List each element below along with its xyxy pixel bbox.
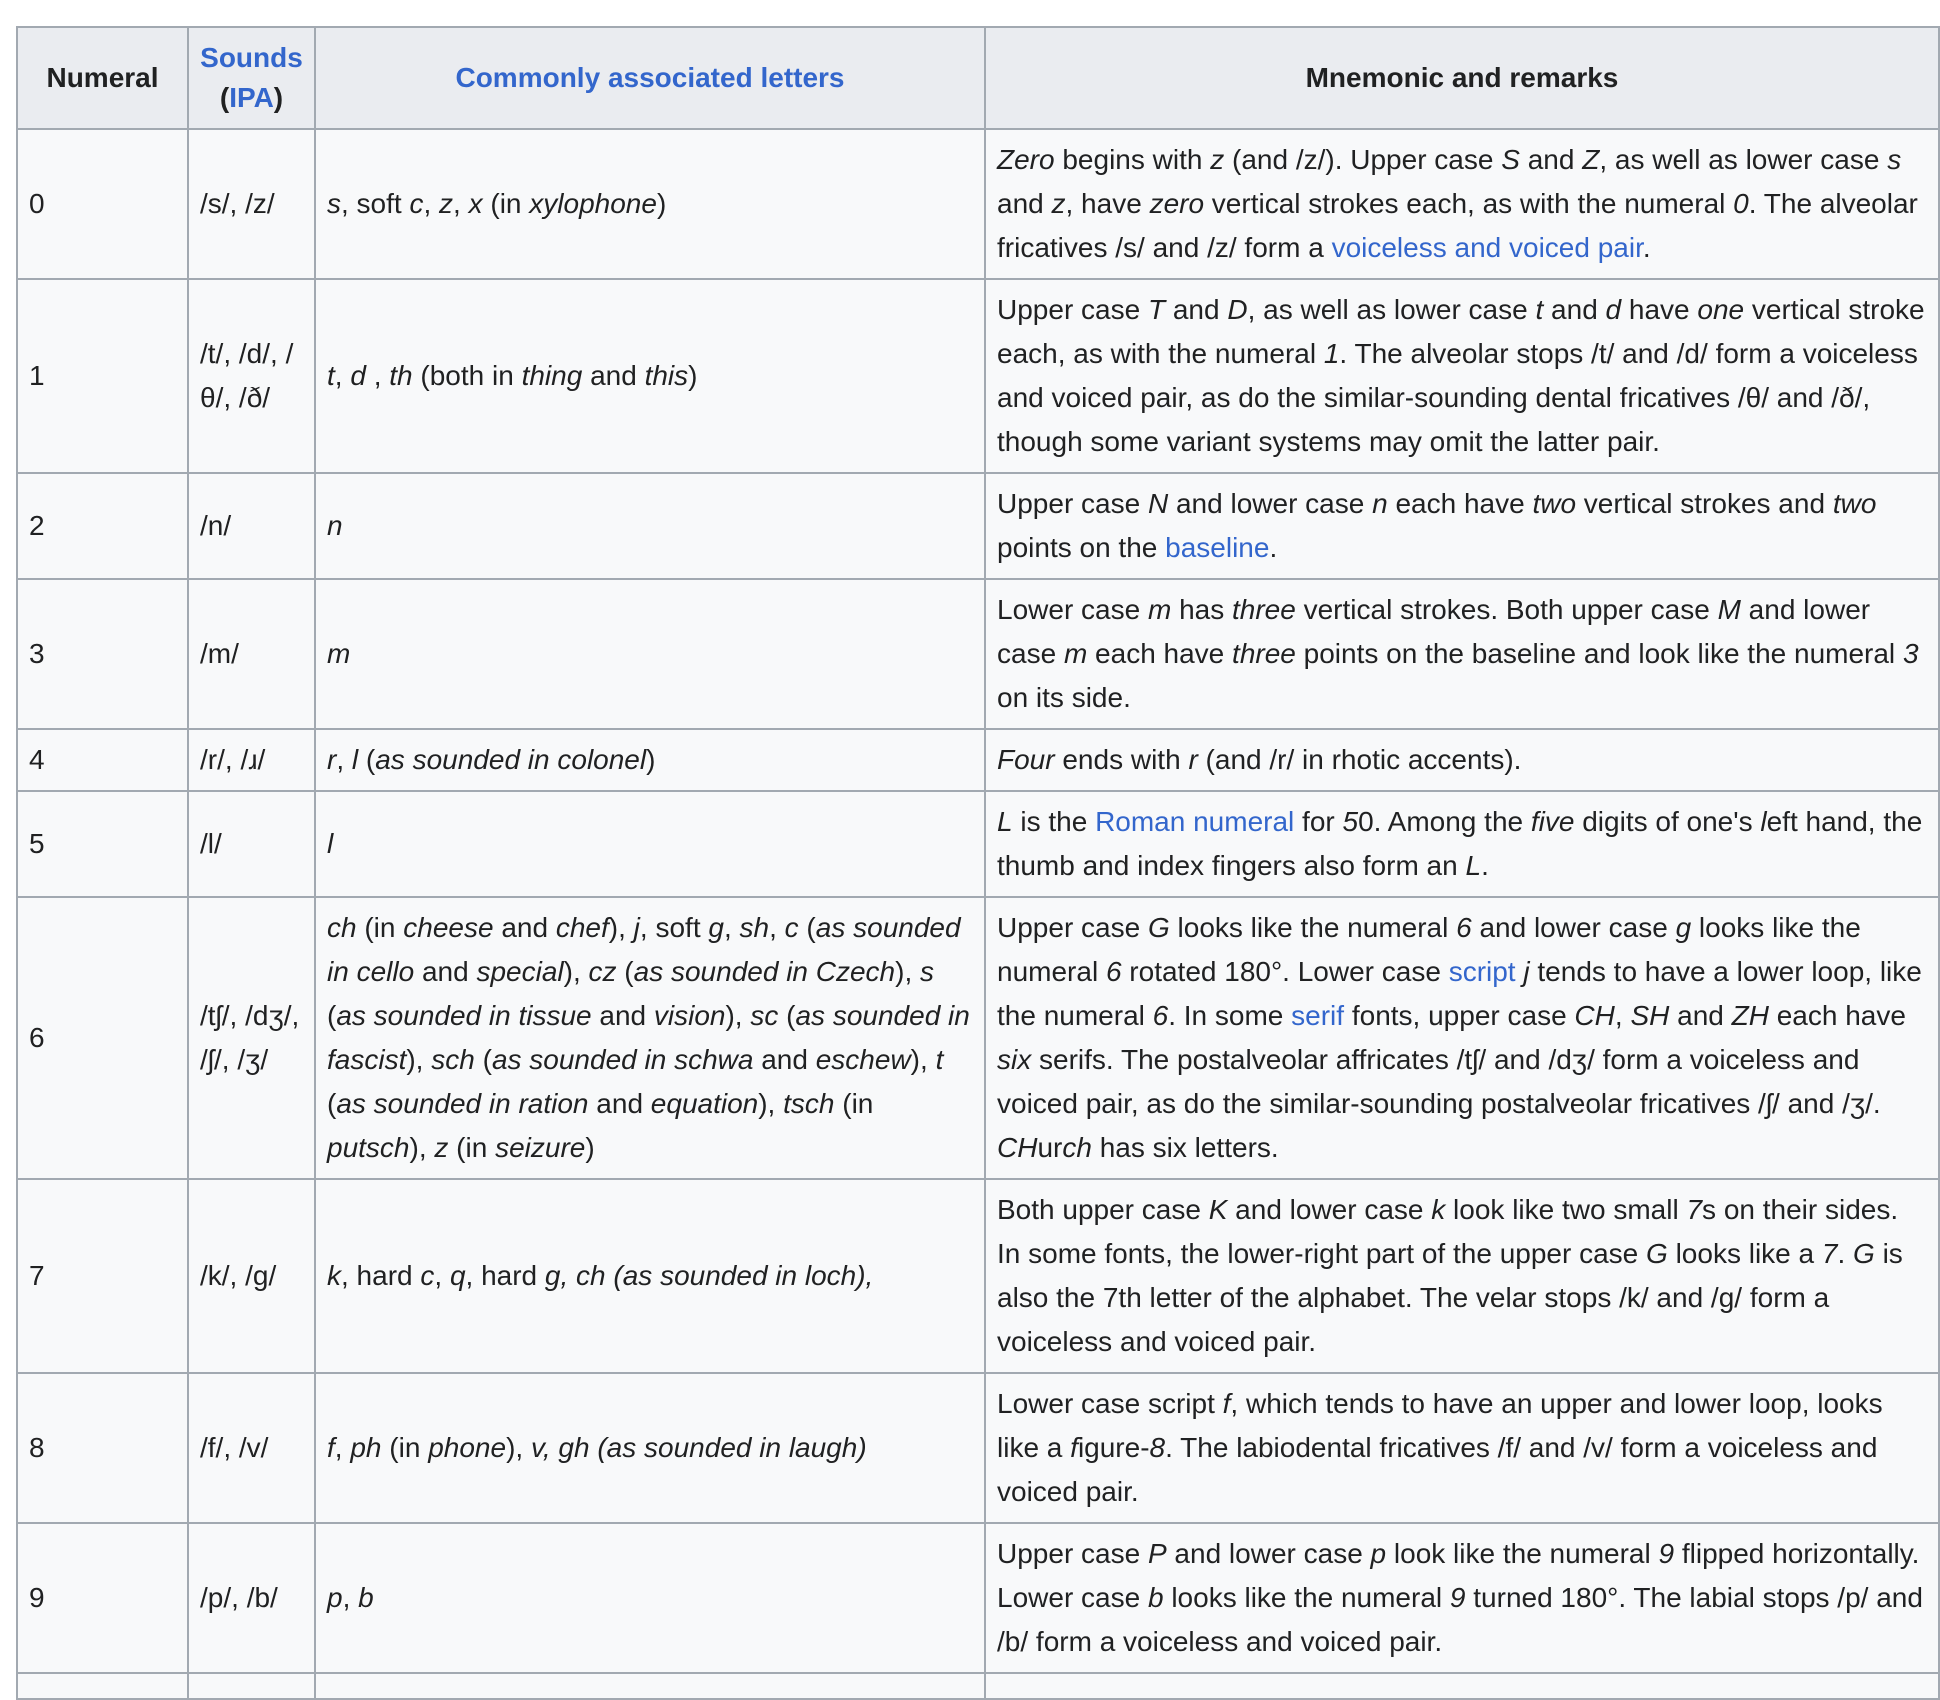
truncated-cell xyxy=(188,1673,315,1699)
numeral-cell: 3 xyxy=(17,579,188,729)
sounds-cell: /tʃ/, /dʒ/, /ʃ/, /ʒ/ xyxy=(188,897,315,1179)
table-row xyxy=(17,129,1939,279)
remarks-cell: Both upper case K and lower case k look like two small 7s on their sides. In some fonts, the lower-right part of the upper case G looks like a 7. G is also the 7th letter of the alphabet. The velar stops /k/ and /g/ form a voiceless and voiced pair. xyxy=(985,1179,1939,1373)
remarks-cell: Lower case m has three vertical strokes. Both upper case M and lower case m each have three points on the baseline and look like the numeral 3 on its side. xyxy=(985,579,1939,729)
table-row xyxy=(17,1373,1939,1523)
letters-cell: ch (in cheese and chef), j, soft g, sh, c (as sounded in cello and special), cz (as sounded in Czech), s (as sounded in tissue and vision), sc (as sounded in fascist), sch (as sounded in schwa and eschew), t (as sounded in ration and equation), tsch (in putsch), z (in seizure) xyxy=(315,897,985,1179)
sounds-cell: /t/, /d/, /θ/, /ð/ xyxy=(188,279,315,473)
letters-cell: s, soft c, z, x (in xylophone) xyxy=(315,129,985,279)
remarks-cell: Lower case script f, which tends to have an upper and lower loop, looks like a figure-8. The labiodental fricatives /f/ and /v/ form a voiceless and voiced pair. xyxy=(985,1373,1939,1523)
table-header-row xyxy=(17,27,1939,129)
table-row xyxy=(17,897,1939,1179)
table-body xyxy=(17,129,1939,1699)
table-row xyxy=(17,1523,1939,1673)
table-row xyxy=(17,1179,1939,1373)
sounds-cell: /m/ xyxy=(188,579,315,729)
numeral-cell: 0 xyxy=(17,129,188,279)
truncated-cell xyxy=(17,1673,188,1699)
sounds-cell: /s/, /z/ xyxy=(188,129,315,279)
sounds-cell: /l/ xyxy=(188,791,315,897)
inline-link[interactable]: Roman numeral xyxy=(1095,806,1295,837)
header-mnemonic-label: Mnemonic and remarks xyxy=(1305,62,1619,93)
header-mnemonic xyxy=(985,27,1939,129)
sounds-cell: /f/, /v/ xyxy=(188,1373,315,1523)
header-sounds xyxy=(188,27,315,129)
numeral-cell: 9 xyxy=(17,1523,188,1673)
major-system-table xyxy=(16,26,1940,1700)
numeral-cell: 4 xyxy=(17,729,188,791)
table-row-truncated xyxy=(17,1673,1939,1699)
sounds-cell: /n/ xyxy=(188,473,315,579)
sounds-cell: /r/, /ɹ/ xyxy=(188,729,315,791)
inline-link[interactable]: baseline xyxy=(1165,532,1270,563)
table-row xyxy=(17,473,1939,579)
numeral-cell: 2 xyxy=(17,473,188,579)
header-numeral xyxy=(17,27,188,129)
remarks-cell: L is the Roman numeral for 50. Among the five digits of one's left hand, the thumb and index fingers also form an L. xyxy=(985,791,1939,897)
letters-cell: r, l (as sounded in colonel) xyxy=(315,729,985,791)
letters-cell: m xyxy=(315,579,985,729)
truncated-cell xyxy=(315,1673,985,1699)
table-row xyxy=(17,791,1939,897)
inline-link[interactable]: voiceless and voiced pair xyxy=(1331,232,1643,263)
sounds-cell: /p/, /b/ xyxy=(188,1523,315,1673)
remarks-cell: Upper case N and lower case n each have two vertical strokes and two points on the baseline. xyxy=(985,473,1939,579)
ipa-link[interactable]: IPA xyxy=(229,82,274,113)
table-row xyxy=(17,579,1939,729)
numeral-cell: 7 xyxy=(17,1179,188,1373)
letters-cell: f, ph (in phone), v, gh (as sounded in laugh) xyxy=(315,1373,985,1523)
remarks-cell: Upper case G looks like the numeral 6 and lower case g looks like the numeral 6 rotated 180°. Lower case script j tends to have a lower loop, like the numeral 6. In some serif fonts, upper case CH, SH and ZH each have six serifs. The postalveolar affricates /tʃ/ and /dʒ/ form a voiceless and voiced pair, as do the similar-sounding postalveolar fricatives /ʃ/ and /ʒ/. CHurch has six letters. xyxy=(985,897,1939,1179)
header-numeral-label: Numeral xyxy=(46,62,159,93)
letters-cell: t, d , th (both in thing and this) xyxy=(315,279,985,473)
remarks-cell: Four ends with r (and /r/ in rhotic accents). xyxy=(985,729,1939,791)
sounds-cell: /k/, /g/ xyxy=(188,1179,315,1373)
header-letters xyxy=(315,27,985,129)
letters-cell: k, hard c, q, hard g, ch (as sounded in loch), xyxy=(315,1179,985,1373)
remarks-cell: Upper case P and lower case p look like the numeral 9 flipped horizontally. Lower case b looks like the numeral 9 turned 180°. The labial stops /p/ and /b/ form a voiceless and voiced pair. xyxy=(985,1523,1939,1673)
table-row xyxy=(17,729,1939,791)
numeral-cell: 1 xyxy=(17,279,188,473)
ipa-close-paren: ) xyxy=(273,82,284,113)
letters-cell: p, b xyxy=(315,1523,985,1673)
remarks-cell: Upper case T and D, as well as lower case t and d have one vertical stroke each, as with the numeral 1. The alveolar stops /t/ and /d/ form a voiceless and voiced pair, as do the similar-sounding dental fricatives /θ/ and /ð/, though some variant systems may omit the latter pair. xyxy=(985,279,1939,473)
remarks-cell: Zero begins with z (and /z/). Upper case S and Z, as well as lower case s and z, have zero vertical strokes each, as with the numeral 0. The alveolar fricatives /s/ and /z/ form a voiceless and voiced pair. xyxy=(985,129,1939,279)
letters-cell: l xyxy=(315,791,985,897)
numeral-cell: 6 xyxy=(17,897,188,1179)
commonly-associated-letters-link[interactable]: Commonly associated letters xyxy=(455,62,845,93)
numeral-cell: 8 xyxy=(17,1373,188,1523)
truncated-cell xyxy=(985,1673,1939,1699)
inline-link[interactable]: script xyxy=(1448,956,1516,987)
numeral-cell: 5 xyxy=(17,791,188,897)
ipa-open-paren: ( xyxy=(219,82,230,113)
letters-cell: n xyxy=(315,473,985,579)
inline-link[interactable]: serif xyxy=(1291,1000,1345,1031)
sounds-link[interactable]: Sounds xyxy=(200,42,303,73)
table-row xyxy=(17,279,1939,473)
